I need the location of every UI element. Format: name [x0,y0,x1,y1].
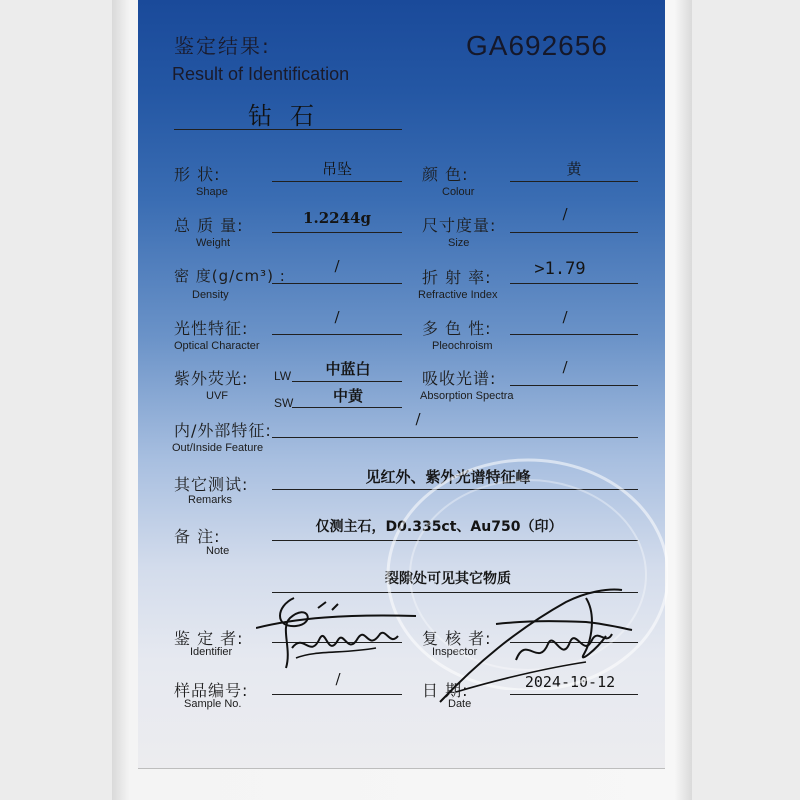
shape-label: 形 状: [174,165,221,184]
remarks-label-en: Remarks [188,494,233,506]
density-label-en: Density [192,289,229,301]
uvf-sw-value: 中黄 [332,387,363,405]
uvf-sw-line [292,407,402,408]
shape-label-en: Shape [196,186,228,198]
weight-line [272,232,402,233]
uvf-label-en: UVF [206,390,228,402]
identification-card [138,0,665,769]
colour-line [510,181,638,182]
shape-value: 吊坠 [321,160,352,178]
absorption-label: 吸收光谱: [422,369,497,388]
uvf-lw-label: LW [274,369,292,383]
absorption-line [510,385,638,386]
absorption-value: / [562,358,568,376]
note-label-en: Note [206,545,230,557]
identification-result: 钻石 [248,102,332,130]
feature-label-en: Out/Inside Feature [172,442,264,454]
sample-label: 样品编号: [174,681,249,700]
date-label: 日 期: [422,681,469,700]
ri-value: >1.79 [534,259,586,279]
pleochroism-label: 多 色 性: [422,319,492,338]
optical-value: / [334,308,340,326]
feature-label: 内/外部特征: [174,421,272,440]
optical-label-en: Optical Character [174,340,260,352]
sample-value: / [335,670,341,688]
note-value-line2: 裂隙处可见其它物质 [385,571,511,587]
sample-line [272,694,402,695]
uvf-label: 紫外荧光: [174,369,249,388]
colour-label: 颜 色: [422,165,469,184]
identifier-signature [256,588,426,678]
density-label: 密 度(g/cm³) : [174,267,286,285]
result-title-zh: 鉴定结果: [174,34,271,58]
identifier-label: 鉴 定 者: [174,629,244,648]
remarks-label: 其它测试: [174,475,249,494]
pleochroism-line [510,334,638,335]
ri-label: 折 射 率: [422,268,492,287]
size-value: / [562,205,568,223]
shape-line [272,181,402,182]
feature-value: / [415,410,421,428]
inspector-label: 复 核 者: [422,629,492,648]
absorption-label-en: Absorption Spectra [420,390,514,402]
size-label-en: Size [448,237,470,249]
weight-label-en: Weight [196,237,231,249]
result-title-en: Result of Identification [172,64,350,84]
pleochroism-label-en: Pleochroism [432,340,493,352]
weight-value: 1.2244g [303,209,371,227]
weight-label: 总 质 量: [174,216,244,235]
feature-line [272,437,638,438]
uvf-lw-value: 中蓝白 [325,360,371,378]
colour-label-en: Colour [442,186,475,198]
uvf-lw-line [292,381,402,382]
colour-value: 黄 [566,160,582,178]
date-label-en: Date [448,698,472,710]
result-underline [174,129,402,130]
ri-line [510,283,638,284]
optical-label: 光性特征: [174,319,249,338]
remarks-value: 见红外、紫外光谱特征峰 [365,468,531,486]
inspector-label-en: Inspector [432,646,478,658]
density-line [272,283,402,284]
date-value: 2024-10-12 [524,673,616,691]
note-value: 仅测主石，D0.335ct、Au750（印） [315,519,563,535]
size-label: 尺寸度量: [422,216,497,235]
ri-label-en: Refractive Index [418,289,498,301]
note-label: 备 注: [174,527,221,546]
inspector-signature [436,584,636,708]
density-value: / [334,257,340,275]
identifier-label-en: Identifier [190,646,233,658]
pleochroism-value: / [562,308,568,326]
uvf-sw-label: SW [274,396,294,410]
sample-label-en: Sample No. [184,698,242,710]
optical-line [272,334,402,335]
certificate-serial: GA692656 [466,30,608,61]
size-line [510,232,638,233]
